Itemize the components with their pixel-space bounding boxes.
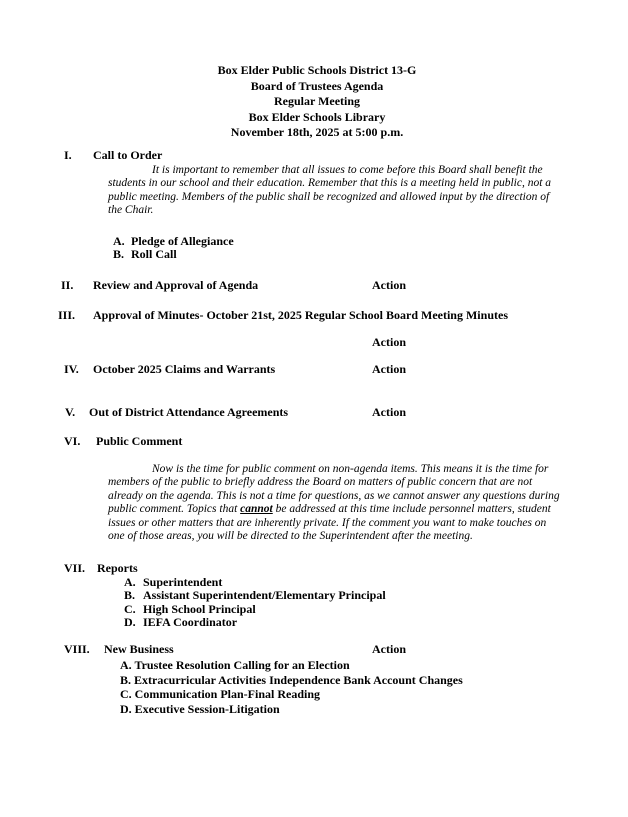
section-8-action: Action xyxy=(372,642,406,656)
section-3-number: III. xyxy=(58,308,76,322)
public-comment-text-before: Now is the time for public comment on non-agenda items. This means it is the time for members of the public to briefly address the Board on matters of public concern that are not already on the agenda. This is not a time for questions, as we cannot answer any questions during public comment. Topics that xyxy=(108,463,560,516)
public-comment-emphasis: cannot xyxy=(240,503,273,516)
new-business-d: D. Executive Session-Litigation xyxy=(120,702,280,716)
section-6-number: VI. xyxy=(64,434,81,448)
section-1-number: I. xyxy=(64,148,72,162)
meeting-type: Regular Meeting xyxy=(273,94,361,108)
district-name: Box Elder Public Schools District 13-G xyxy=(217,63,417,77)
section-1-title: Call to Order xyxy=(93,148,163,162)
section-2-title: Review and Approval of Agenda xyxy=(93,278,259,292)
section-5-number: V. xyxy=(65,405,76,419)
new-business-b: B. Extracurricular Activities Independence Bank Account Changes xyxy=(120,673,463,687)
section-5-action: Action xyxy=(372,405,406,419)
section-3-action: Action xyxy=(372,335,406,349)
new-business-a: A. Trustee Resolution Calling for an Election xyxy=(120,658,350,672)
section-8-title: New Business xyxy=(104,642,174,656)
section-7-number: VII. xyxy=(64,561,86,575)
section-7-title: Reports xyxy=(97,561,138,575)
section-1-statement: It is important to remember that all issues to come before this Board shall benefit the students in our school and their education. Remember that this is a meeting held in public, not a public meeting. Members of the public shall be recognized and allowed input by the direction of the Chair. xyxy=(108,164,552,217)
section-3-title: Approval of Minutes- October 21st, 2025 Regular School Board Meeting Minutes xyxy=(93,308,508,322)
report-c-letter: C. xyxy=(124,602,136,616)
meeting-datetime: November 18th, 2025 at 5:00 p.m. xyxy=(230,125,404,139)
report-a-letter: A. xyxy=(124,575,136,589)
section-8-number: VIII. xyxy=(64,642,90,656)
section-4-title: October 2025 Claims and Warrants xyxy=(93,362,276,376)
report-d: IEFA Coordinator xyxy=(143,615,238,629)
report-c: High School Principal xyxy=(143,602,256,616)
report-a: Superintendent xyxy=(143,575,223,589)
section-2-action: Action xyxy=(372,278,406,292)
meeting-location: Box Elder Schools Library xyxy=(248,109,386,124)
section-1-item-a-letter: A. xyxy=(113,234,125,248)
report-b-letter: B. xyxy=(124,588,136,602)
agenda-header xyxy=(0,63,628,141)
section-2-number: II. xyxy=(61,278,74,292)
section-4-action: Action xyxy=(372,362,406,376)
section-6-title: Public Comment xyxy=(96,434,183,448)
section-1-item-b-letter: B. xyxy=(113,247,125,261)
section-4-number: IV. xyxy=(64,362,79,376)
new-business-c: C. Communication Plan-Final Reading xyxy=(120,687,321,701)
section-1-item-a: Pledge of Allegiance xyxy=(131,234,234,248)
report-d-letter: D. xyxy=(124,615,136,629)
report-b: Assistant Superintendent/Elementary Principal xyxy=(143,588,386,602)
section-1-item-b: Roll Call xyxy=(131,247,177,261)
section-5-title: Out of District Attendance Agreements xyxy=(89,405,289,419)
public-comment-statement xyxy=(108,463,564,543)
agenda-title: Board of Trustees Agenda xyxy=(250,78,384,93)
public-comment-text-after: be addressed at this time include personnel matters, student issues or other matters that are inherently private. If the comment you want to make touches on one of those areas, you will be directed to the Superintendent after the meeting. xyxy=(108,503,551,543)
